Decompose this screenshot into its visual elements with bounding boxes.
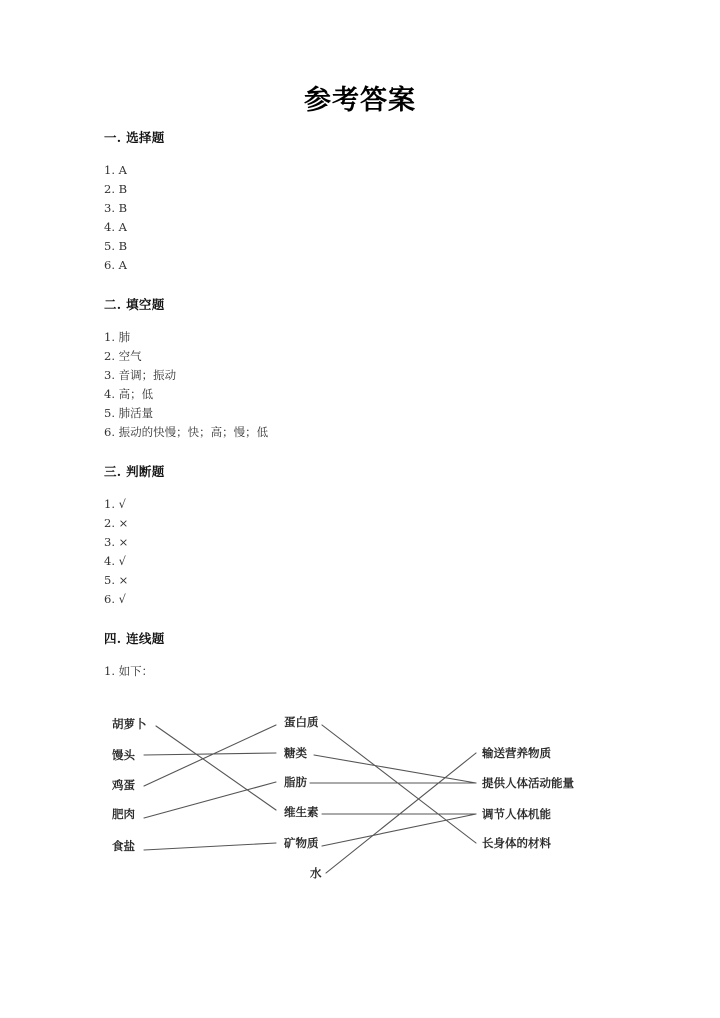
section-true-false <box>104 464 624 609</box>
matching-left-item: 胡萝卜 <box>112 717 147 731</box>
matching-middle-item: 脂肪 <box>284 775 307 789</box>
answer-item: 1. A <box>104 163 127 177</box>
matching-line <box>326 753 476 873</box>
matching-line <box>322 725 476 843</box>
answer-item: 4. A <box>104 220 127 234</box>
section-spacer <box>104 609 624 631</box>
matching-right-item: 输送营养物质 <box>482 746 551 760</box>
matching-middle-item: 矿物质 <box>284 836 319 850</box>
matching-right-item: 提供人体活动能量 <box>482 776 574 790</box>
answer-item: 2. 空气 <box>104 349 142 363</box>
answer-item: 6. 振动的快慢；快；高；慢；低 <box>104 425 269 439</box>
matching-note: 1. 如下： <box>104 664 154 678</box>
answer-item: 2. B <box>104 182 128 196</box>
page-title: 参考答案 <box>304 85 416 116</box>
answer-item: 3. × <box>104 535 129 549</box>
matching-line <box>144 753 276 755</box>
matching-middle-item: 水 <box>310 866 322 880</box>
answer-item: 1. 肺 <box>104 330 131 344</box>
answer-item: 6. √ <box>104 592 126 606</box>
answer-item: 1. √ <box>104 497 126 511</box>
section-heading-multiple-choice: 一. 选择题 <box>104 130 165 145</box>
matching-left-item: 鸡蛋 <box>112 778 135 792</box>
answer-item: 3. B <box>104 201 128 215</box>
matching-line <box>144 725 276 786</box>
matching-left-item: 食盐 <box>112 839 135 853</box>
section-fill-in-blank <box>104 297 624 442</box>
matching-middle-item: 糖类 <box>284 746 307 760</box>
section-spacer <box>104 442 624 464</box>
answer-item: 2. × <box>104 516 129 530</box>
matching-line <box>156 726 276 810</box>
matching-line <box>314 755 476 783</box>
matching-lines-svg <box>104 700 614 895</box>
answer-item: 5. × <box>104 573 129 587</box>
answer-content <box>104 130 624 681</box>
answer-item: 6. A <box>104 258 127 272</box>
section-heading-matching: 四. 连线题 <box>104 631 165 646</box>
answer-item: 5. B <box>104 239 128 253</box>
section-heading-true-false: 三. 判断题 <box>104 464 165 479</box>
matching-line <box>144 782 276 818</box>
answer-item: 4. √ <box>104 554 126 568</box>
matching-left-item: 肥肉 <box>112 807 135 821</box>
section-spacer <box>104 275 624 297</box>
answer-item: 4. 高；低 <box>104 387 154 401</box>
answer-item: 3. 音调；振动 <box>104 368 177 382</box>
section-multiple-choice <box>104 130 624 275</box>
matching-line <box>144 843 276 850</box>
answer-list-true-false <box>104 495 624 609</box>
matching-right-item: 长身体的材料 <box>482 836 551 850</box>
matching-diagram <box>104 700 614 895</box>
answer-item: 5. 肺活量 <box>104 406 154 420</box>
answer-list-multiple-choice <box>104 161 624 275</box>
matching-middle-item: 蛋白质 <box>284 715 319 729</box>
section-heading-fill-in-blank: 二. 填空题 <box>104 297 165 312</box>
section-matching <box>104 631 624 681</box>
matching-line <box>322 814 476 846</box>
answer-list-fill-in-blank <box>104 328 624 442</box>
matching-line-group <box>144 725 476 873</box>
matching-left-item: 馒头 <box>112 748 135 762</box>
matching-right-item: 调节人体机能 <box>482 807 551 821</box>
matching-middle-item: 维生素 <box>284 805 319 819</box>
